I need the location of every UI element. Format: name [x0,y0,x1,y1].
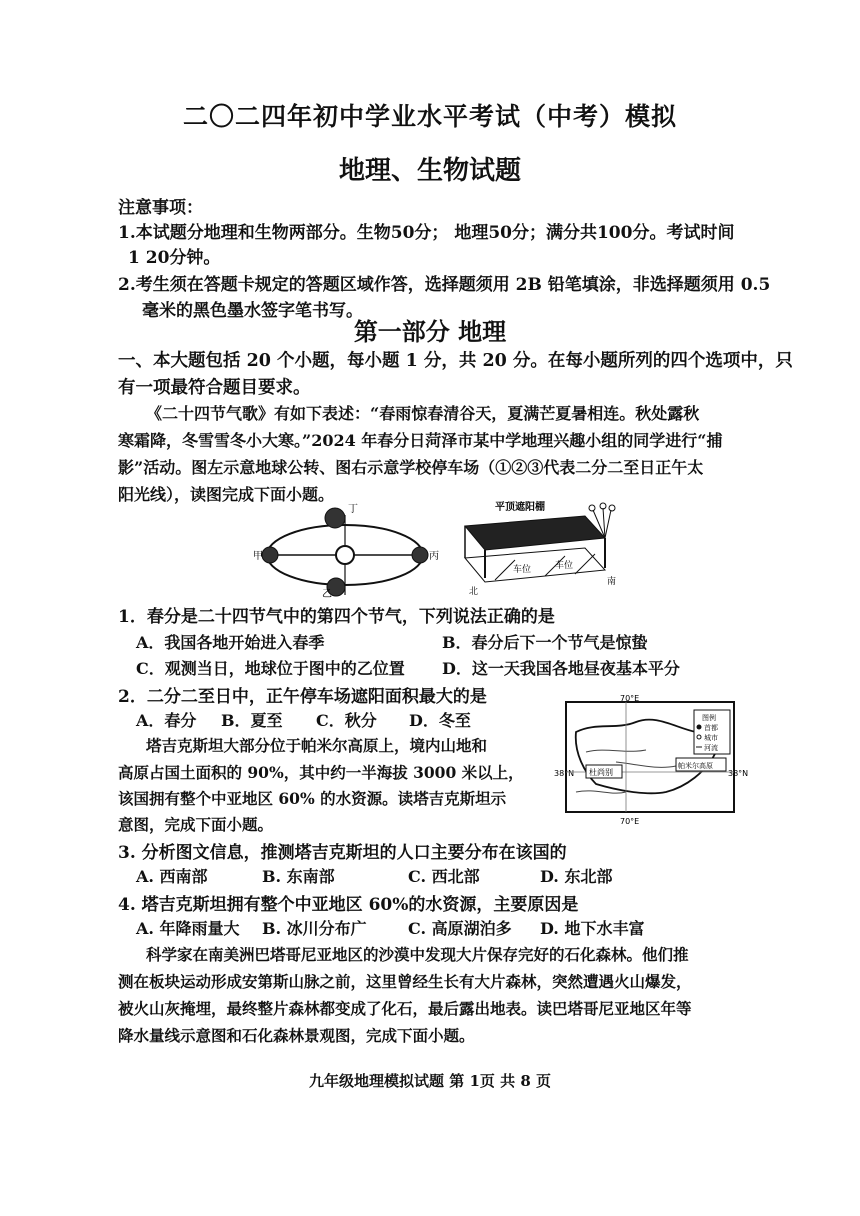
q3-option-a[interactable]: A. 西南部 [136,867,208,886]
q3-option-b[interactable]: B. 东南部 [262,867,335,886]
q4-option-b[interactable]: B. 冰川分布广 [262,919,367,938]
q4-stem: 4. 塔吉克斯坦拥有整个中亚地区 60%的水资源，主要原因是 [118,895,579,915]
q2-stem: 2．二分二至日中，正午停车场遮阳面积最大的是 [118,687,487,707]
q1-option-c[interactable]: C．观测当日，地球位于图中的乙位置 [136,659,405,678]
q2-option-c[interactable]: C．秋分 [316,711,377,730]
q4-option-a[interactable]: A. 年降雨量大 [136,919,240,938]
earth-bing-icon [412,547,428,563]
svg-text:城市: 城市 [704,734,718,742]
q2-option-d[interactable]: D．冬至 [409,711,471,730]
q1-stem: 1．春分是二十四节气中的第四个节气，下列说法正确的是 [118,607,555,627]
svg-text:38°N: 38°N [728,769,749,778]
earth-jia-icon [262,547,278,563]
notice-item-2: 2.考生须在答题卡规定的答题区域作答，选择题须用 2B 铅笔填涂，非选择题须用 0.5 [118,275,771,295]
passage3-line3: 被火山灰掩埋，最终整片森林都变成了化石，最后露出地表。读巴塔哥尼亚地区年等 [118,999,692,1018]
passage1-line1: 《二十四节气歌》有如下表述：“春雨惊春清谷天，夏满芒夏暑相连。秋处露秋 [146,404,700,423]
section-instruction-cont: 有一项最符合题目要求。 [118,378,311,398]
passage3-line4: 降水量线示意图和石化森林景观图，完成下面小题。 [118,1026,475,1045]
q3-option-c[interactable]: C. 西北部 [408,867,480,886]
svg-text:图例: 图例 [702,714,716,722]
part-one-title: 第一部分 地理 [353,317,507,346]
passage2-line2: 高原占国土面积的 90%，其中约一半海拔 3000 米以上， [118,763,524,782]
passage1-line2: 寒霜降，冬雪雪冬小大寒。”2024 年春分日菏泽市某中学地理兴趣小组的同学进行“捕 [118,431,723,450]
passage2-line4: 意图，完成下面小题。 [118,815,274,834]
svg-text:北: 北 [469,587,479,597]
notice-item-1: 1.本试题分地理和生物两部分。生物50分； 地理50分；满分共100分。考试时间 [118,223,735,243]
earth-ding-icon [325,508,345,528]
svg-text:帕米尔高原: 帕米尔高原 [678,762,713,770]
q2-option-a[interactable]: A．春分 [136,711,197,730]
svg-text:平顶遮阳棚: 平顶遮阳棚 [495,502,545,513]
svg-text:38°N: 38°N [554,769,575,778]
earth-orbit-diagram [250,500,440,600]
parking-shed-diagram [455,498,620,598]
svg-text:杜尚别: 杜尚别 [589,768,613,777]
passage2-line1: 塔吉克斯坦大部分位于帕米尔高原上，境内山地和 [146,736,488,755]
svg-text:70°E: 70°E [620,817,640,826]
passage3-line2: 测在板块运动形成安第斯山脉之前，这里曾经生长有大片森林，突然遭遇火山爆发， [118,972,692,991]
section-instruction: 一、本大题包括 20 个小题，每小题 1 分，共 20 分。在每小题所列的四个选项中，只 [118,351,793,371]
tajikistan-map [554,692,749,826]
passage2-line3: 该国拥有整个中亚地区 60% 的水资源。读塔吉克斯坦示 [118,789,507,808]
passage1-line4: 阳光线），读图完成下面小题。 [118,485,335,504]
q3-option-d[interactable]: D. 东北部 [540,867,613,886]
q2-option-b[interactable]: B．夏至 [221,711,283,730]
notice-item-2-cont: 毫米的黑色墨水签字笔书写。 [142,301,363,321]
exam-subtitle: 地理、生物试题 [338,156,521,186]
svg-text:甲: 甲 [253,551,263,562]
svg-text:70°E: 70°E [620,694,640,703]
notice-heading: 注意事项： [118,198,203,218]
page-footer: 九年级地理模拟试题 第 1页 共 8 页 [309,1072,551,1090]
q4-option-c[interactable]: C. 高原湖泊多 [408,919,512,938]
svg-text:河流: 河流 [704,744,718,752]
svg-text:乙: 乙 [322,589,332,600]
svg-text:车位: 车位 [555,561,574,571]
passage1-line3: 影”活动。图左示意地球公转、图右示意学校停车场（①②③代表二分二至日正午太 [118,458,704,477]
exam-title: 二〇二四年初中学业水平考试（中考）模拟 [182,102,677,131]
q3-stem: 3. 分析图文信息，推测塔吉克斯坦的人口主要分布在该国的 [118,843,567,863]
notice-item-1-cont: 1 20分钟。 [128,248,221,268]
svg-text:首都: 首都 [704,724,718,732]
svg-text:丁: 丁 [348,504,358,515]
svg-text:车位: 车位 [513,565,532,575]
svg-text:南: 南 [607,577,617,587]
q1-option-d[interactable]: D．这一天我国各地昼夜基本平分 [442,659,680,678]
passage3-line1: 科学家在南美洲巴塔哥尼亚地区的沙漠中发现大片保存完好的石化森林。他们推 [146,945,689,964]
q1-option-a[interactable]: A．我国各地开始进入春季 [136,633,325,652]
q1-option-b[interactable]: B．春分后下一个节气是惊蛰 [442,633,648,652]
svg-text:丙: 丙 [429,551,439,562]
q4-option-d[interactable]: D. 地下水丰富 [540,919,645,938]
sun-icon [336,546,354,564]
